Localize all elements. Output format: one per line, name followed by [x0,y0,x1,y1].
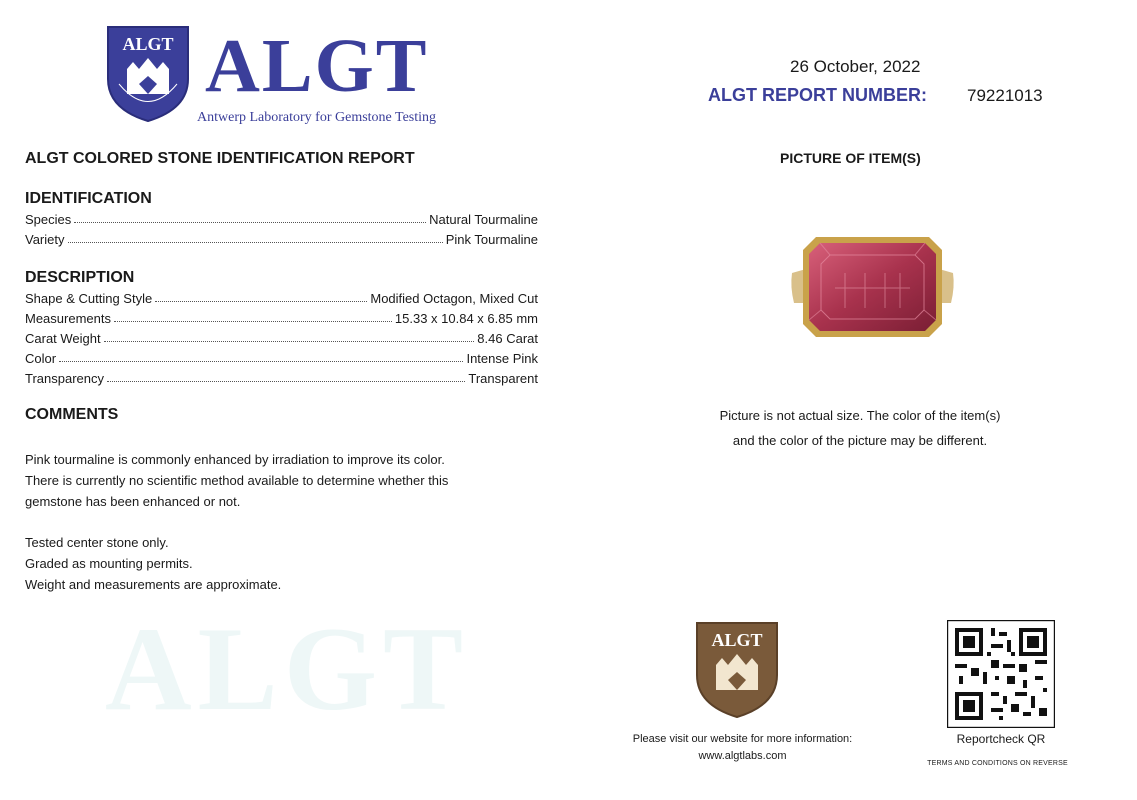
gemstone-ring-image [790,233,955,341]
carat-row [25,327,538,346]
comment-line: There is currently no scientific method available to determine whether this [25,473,449,488]
dot-leader [74,222,426,223]
algt-shield-logo [105,24,191,124]
note-line: Graded as mounting permits. [25,556,193,571]
description-heading: DESCRIPTION [25,269,135,286]
row-value: Intense Pink [466,351,538,366]
shape-row [25,287,538,306]
report-date: 26 October, 2022 [790,57,921,76]
note-line: Weight and measurements are approximate. [25,577,282,592]
transparency-row [25,367,538,386]
shield-text: ALGT [122,34,174,54]
website-link[interactable]: www.algtlabs.com [698,750,787,762]
row-label: Shape & Cutting Style [25,291,153,306]
row-label: Measurements [25,311,111,326]
note-line: Tested center stone only. [25,535,169,550]
row-label: Carat Weight [25,331,101,346]
row-value: 15.33 x 10.84 x 6.85 mm [394,311,538,326]
row-value: Modified Octagon, Mixed Cut [370,291,538,306]
row-value: Transparent [468,371,538,386]
species-row [25,208,538,227]
measurements-row [25,307,538,326]
report-title: ALGT COLORED STONE IDENTIFICATION REPORT [25,150,415,167]
row-label: Variety [25,232,65,247]
dot-leader [107,381,465,382]
picture-disclaimer [650,403,1070,453]
row-label: Color [25,351,57,366]
variety-row [25,228,538,247]
qr-label: Reportcheck QR [956,732,1046,746]
row-value: 8.46 Carat [477,331,538,346]
row-label: Transparency [25,371,104,386]
dot-leader [104,341,475,342]
brand-name: ALGT [205,24,429,108]
row-value: Pink Tourmaline [445,232,538,247]
report-number-label: ALGT REPORT NUMBER: [708,85,927,105]
notes-paragraph [25,532,545,595]
dot-leader [59,361,463,362]
reportcheck-qr-code[interactable] [947,620,1055,728]
watermark-logo: ALGT [105,602,470,735]
dot-leader [114,321,392,322]
algt-gold-seal [694,620,780,720]
identification-heading: IDENTIFICATION [25,190,152,207]
row-label: Species [25,212,72,227]
comment-line: gemstone has been enhanced or not. [25,494,241,509]
dot-leader [68,242,443,243]
seal-text: ALGT [711,630,763,650]
comments-heading: COMMENTS [25,406,119,423]
row-value: Natural Tourmaline [429,212,538,227]
website-info [600,731,885,765]
comment-line: Pink tourmaline is commonly enhanced by irradiation to improve its color. [25,452,445,467]
brand-subtitle: Antwerp Laboratory for Gemstone Testing [197,110,437,125]
disclaimer-line: and the color of the picture may be different. [732,433,988,448]
report-number: 79221013 [967,86,1043,105]
visit-text: Please visit our website for more information: [632,733,853,745]
disclaimer-line: Picture is not actual size. The color of the item(s) [719,408,1001,423]
picture-title: PICTURE OF ITEM(S) [780,150,921,166]
color-row [25,347,538,366]
terms-notice: TERMS AND CONDITIONS ON REVERSE [927,760,1068,767]
dot-leader [155,301,367,302]
comments-paragraph [25,449,545,512]
